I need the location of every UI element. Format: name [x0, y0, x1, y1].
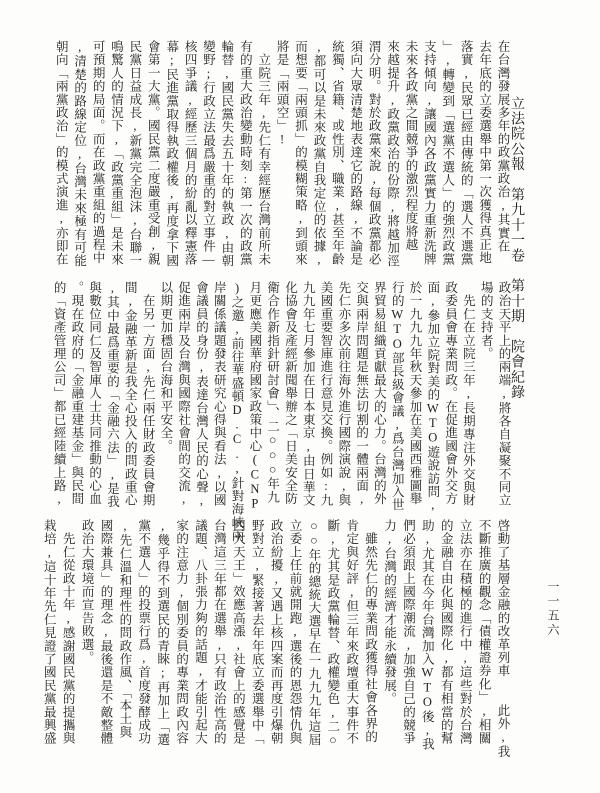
text-column: 民黨日益成長,新黨完全泡沫,台聯一 [127, 40, 142, 268]
text-column: ,幾乎得不到選民的青睞;再加上「選 [155, 519, 170, 747]
text-column: 以期更加穩固台海和平安全。 [158, 281, 173, 453]
text-column: ,都可以是未來政黨自我定位的依據, [311, 40, 326, 268]
text-column: ,清楚的路線定位,台灣未來極有可能 [72, 40, 87, 268]
text-column: 來越提升,政黨政治的份際,將越加涇 [385, 40, 400, 268]
text-column: 輪替,國民黨失去五十年的執政,由朝 [219, 40, 234, 268]
text-column: ,先仁溫和理性的問政作風、「本土與 [117, 519, 132, 739]
text-band-upper [50, 40, 512, 278]
text-column: 變野;行政立法最爲嚴重的對立事件— [201, 40, 216, 268]
text-column: 。現在政府的「金融重建基金」與民間 [69, 281, 84, 506]
text-column: 面,參加立院對美的WTO遊說訪問, [425, 281, 440, 513]
text-column: 雖然先仁的專業問政獲得社會各界的 [363, 519, 378, 744]
text-column: 栽培,這十年先仁見證了國民黨最興盛 [42, 519, 57, 745]
text-column: 可預期的局面。而在政黨重組的過程中 [91, 40, 106, 265]
text-column: 鳴驚人的情況下,「政黨重組」是未來 [109, 40, 124, 266]
page-number: 一一五六 [546, 580, 560, 638]
text-column: 斷,尤其是政黨輪替、政權變色,二○ [325, 519, 340, 748]
text-column: 須向大眾清楚地表達它的路線,不論是 [348, 40, 363, 266]
text-column: 支持傾向,讓國內各政黨實力重新洗牌 [422, 40, 437, 266]
text-column: 的金融自由化與國際化,都有相當的幫 [439, 519, 454, 745]
text-column: 議題、八卦張力夠的話題,才能引起大 [193, 519, 208, 745]
text-column: 肯定與好評,但三年來政壇重大事件不 [344, 519, 359, 745]
text-column: 啓動了基層金融的改革列車 此外,我 [496, 519, 510, 759]
text-column: 間,金融革新是我全心投入的問政重心 [123, 281, 138, 507]
text-column: 的「資產管理公司」都已經陸續上路, [52, 281, 67, 507]
text-column: 統獨、省籍、或性別、職業,甚至年齡 [330, 40, 345, 266]
text-column: 岸關係議題發表研究心得與看法,以國 [212, 281, 227, 507]
text-column: 促進兩岸及台灣與國際社會間的交流, [176, 281, 191, 507]
text-column: 落實,民眾已經由傳統的「選人不選黨 [459, 40, 474, 266]
text-column: 國際兼具」的理念,最後還是不敵整體 [98, 519, 113, 745]
text-column: ○○年的總統大選早在一九九九年這屆 [306, 519, 321, 747]
text-column: 化協會及產經新聞舉辦之「日美安全防 [283, 281, 298, 506]
text-column: 不斷推廣的觀念「債權證券化」,相關 [477, 519, 492, 745]
text-column: 去年底的立委選舉中第一次獲得真正地 [477, 40, 492, 265]
text-column: 與數位同仁及智庫人士共同推動的心血 [87, 281, 102, 506]
text-column: ,其中最爲重要的「金融六法」,是我 [105, 281, 120, 509]
text-column: 九九年七月參加在日本東京,由日華文 [301, 281, 316, 507]
text-column: 渭分明。對於政黨來說,每個政黨都必 [367, 40, 382, 266]
text-column: 幕;民進黨取得執政權後,再度拿下國 [164, 40, 179, 268]
text-column: 政治大環境而宣告敗選。 [80, 519, 95, 665]
text-column: 會議員的身份,表達台灣人民的心聲, [194, 281, 209, 509]
text-column: 界貿易組織貢獻最大的心力。台灣的外 [372, 281, 387, 506]
text-column: 們必須跟上國際潮流,加強自己的競爭 [401, 519, 416, 745]
text-column: 交與兩岸問題是無法切割的一體兩面, [354, 281, 369, 507]
text-column: 家的注意力,個別委員的專業問政內容 [174, 519, 189, 745]
text-column: 而想要「兩頭抓」的模糊策略,到頭來 [293, 40, 308, 266]
text-column: 行的WTO部長級會議,爲台灣加入世 [390, 281, 405, 512]
text-column: 立法亦在積極的進行中,這些對於台灣 [458, 519, 473, 745]
text-column: 朝向「兩黨政治」的模式演進,亦即在 [54, 40, 69, 266]
text-column: 未來各政黨之間競爭的激烈程度將越 [403, 40, 418, 252]
text-column: 將是「兩頭空」! [275, 40, 290, 148]
text-column: 在台灣發展多年的政黨政治,其實在 [496, 40, 510, 253]
text-column: 核四爭議,經歷三個月的紛亂以釋憲落 [183, 40, 198, 266]
gazette-header: 立法院公報 第九十一卷 第十期 院會紀錄 [509, 96, 524, 400]
text-column: 美國重要智庫進行意見交換。例如:九 [319, 281, 334, 507]
text-column: 有的重大政治變動時刻:第一次的政黨 [238, 40, 253, 266]
text-column: 在另一方面,先仁兩任財政委員會期 [141, 281, 156, 507]
text-column: 力,台灣的經濟才能永續發展。 [382, 519, 397, 706]
text-column: 政委員會專業問政。在促進國會外交方 [443, 281, 458, 506]
text-column: 月更應美國華府國家政策中心(CNP [247, 281, 262, 512]
text-column: 先仁從政十年,感謝國民黨的提攜與 [61, 519, 76, 745]
text-band-middle [48, 281, 512, 543]
text-column: 於一九九九年秋天參加在美國西雅圖舉 [408, 281, 423, 506]
text-column: )之邀,前往華盛頓D.C.,針對海峽兩 [230, 281, 245, 543]
text-column: 先仁亦多次前往海外進行國際演說,與 [336, 281, 351, 507]
text-band-lower [38, 519, 512, 759]
text-column: 衛合作新指針研討會」、二○○○年九 [265, 281, 280, 504]
text-column: 政治紛擾,又遇上核四案而再度引爆朝 [269, 519, 284, 745]
text-column: 場的支持者。 [479, 281, 494, 361]
text-column: 立院三年,先仁有幸經歷台灣前所未 [256, 40, 271, 266]
text-column: 先仁在立院三年,長期專注外交與財 [461, 281, 476, 507]
text-column: 」,轉變到「選黨不選人」的強烈政黨 [440, 40, 455, 266]
text-column: 會第一大黨。國民黨二度嚴重受創,親 [146, 40, 161, 266]
text-column: 立委上任前就開跑,選後的恩怨情仇與 [288, 519, 303, 745]
text-column: 四大天王」效應高漲,社會上的感覺是 [231, 519, 246, 745]
text-column: 政治天平上的兩端,將各自凝聚不同立 [497, 281, 511, 507]
text-column: 黨不選人」的投票行爲,首度發酵成功 [136, 519, 151, 745]
text-column: 野對立,緊接著去年年底立委選舉中「 [250, 519, 265, 745]
text-column: 台灣這三年都在選舉,只有政治性高的 [212, 519, 227, 745]
text-column: 助,尤其在今年台灣加入WTO後,我 [420, 519, 435, 751]
